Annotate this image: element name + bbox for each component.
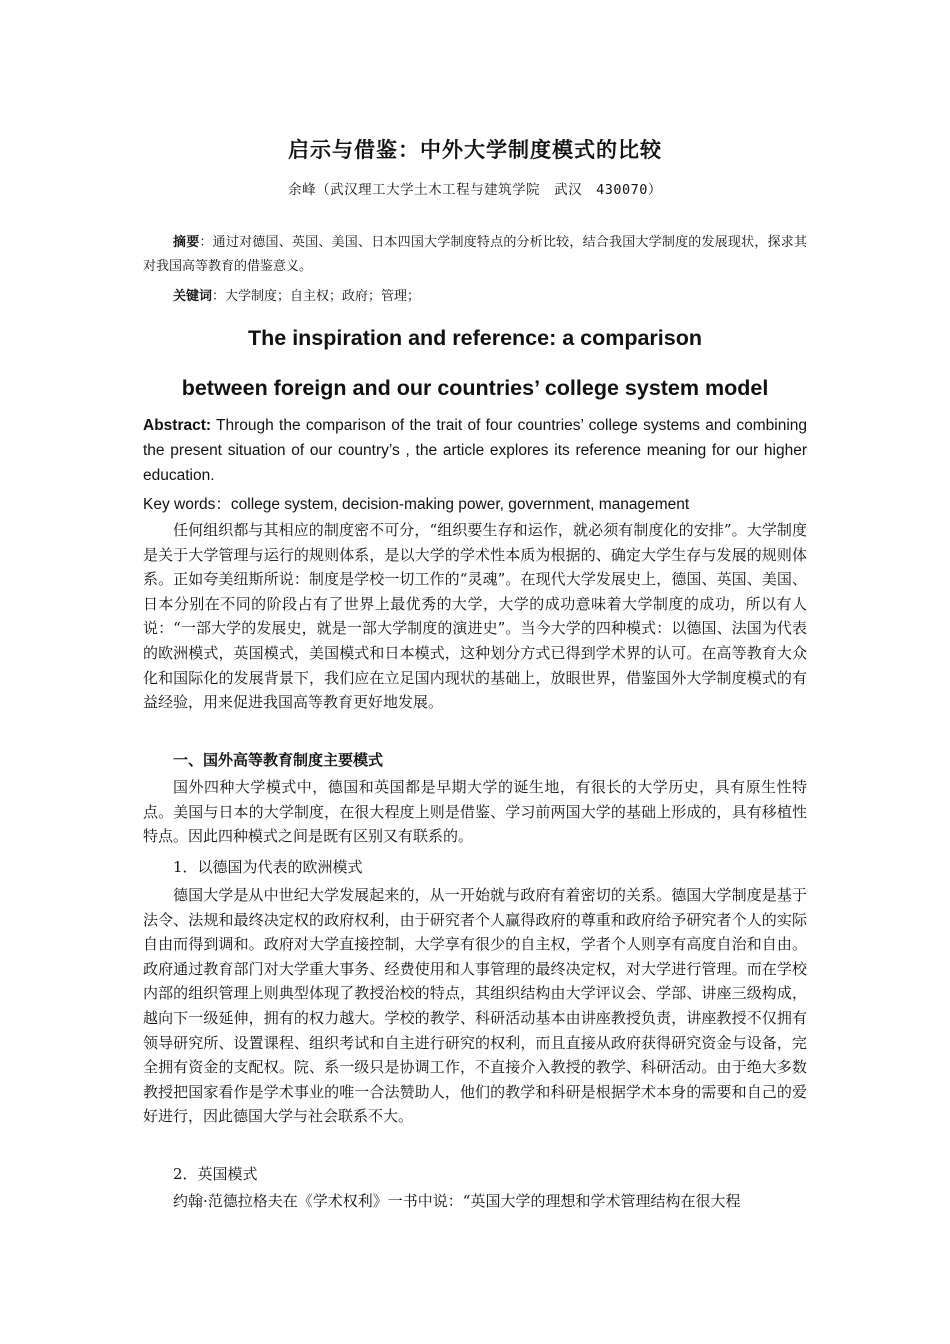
author-affiliation: 余峰（武汉理工大学土木工程与建筑学院 武汉 430070） [288, 182, 662, 198]
english-keywords-text: ：college system, decision-making power, government, management [215, 496, 690, 513]
chinese-keywords-text: ：大学制度；自主权；政府；管理； [212, 289, 421, 304]
chinese-title: 启示与借鉴：中外大学制度模式的比较 [288, 138, 662, 162]
english-abstract [143, 413, 807, 488]
body-paragraph-germany: 德国大学是从中世纪大学发展起来的，从一开始就与政府有着密切的关系。德国大学制度是基于法令、法规和最终决定权的政府权利，由于研究者个人赢得政府的尊重和政府给予研究者个人的实际自由而得到调和。政府对大学直接控制，大学享有很少的自主权，学者个人则享有高度自治和自由。政府通过教育部门对大学重大事务、经费使用和人事管理的最终决定权，对大学进行管理。而在学校内部的组织管理上则典型体现了教授治校的特点，其组织结构由大学评议会、学部、讲座三级构成，越向下一级延伸，拥有的权力越大。学校的教学、科研活动基本由讲座教授负责，讲座教授不仅拥有领导研究所、设置课程、组织考试和自主进行研究的权利，而且直接从政府获得研究资金与设备，完全拥有资金的支配权。院、系一级只是协调工作，不直接介入教授的教学、科研活动。由于绝大多数教授把国家看作是学术事业的唯一合法赞助人，他们的教学和科研是根据学术本身的需要和自己的爱好进行，因此德国大学与社会联系不大。 [143, 886, 807, 1126]
section-heading-1: 一、国外高等教育制度主要模式 [173, 751, 384, 769]
chinese-keywords [143, 285, 807, 309]
chinese-abstract-text: ：通过对德国、英国、美国、日本四国大学制度特点的分析比较，结合我国大学制度的发展现状，探求其对我国高等教育的借鉴意义。 [143, 235, 807, 274]
english-title-line-1: The inspiration and reference: a comparison [248, 326, 702, 350]
chinese-abstract [143, 231, 807, 279]
body-paragraph-intro: 任何组织都与其相应的制度密不可分，“组织要生存和运作，就必须有制度化的安排”。大学制度是关于大学管理与运行的规则体系，是以大学的学术性本质为根据的、确定大学生存与发展的规则体系。正如夸美纽斯所说：制度是学校一切工作的“灵魂”。在现代大学发展史上，德国、英国、美国、日本分别在不同的阶段占有了世界上最优秀的大学，大学的成功意味着大学制度的成功，所以有人说：“一部大学的发展史，就是一部大学制度的演进史”。当今大学的四种模式：以德国、法国为代表的欧洲模式，英国模式，美国模式和日本模式，这种划分方式已得到学术界的认可。在高等教育大众化和国际化的发展背景下，我们应在立足国内现状的基础上，放眼世界，借鉴国外大学制度模式的有益经验，用来促进我国高等教育更好地发展。 [143, 521, 807, 712]
english-abstract-text: Through the comparison of the trait of four countries’ college systems and combining the present situation of our country’s , the article explores its reference meaning for our higher education. [143, 417, 807, 484]
english-keywords-label: Key words [143, 496, 216, 513]
body-paragraph-britain: 约翰·范德拉格夫在《学术权利》一书中说：“英国大学的理想和学术管理结构在很大程 [173, 1192, 741, 1210]
chinese-abstract-label: 摘要 [173, 235, 200, 250]
english-keywords [143, 492, 807, 517]
english-abstract-label: Abstract: [143, 417, 212, 434]
subsection-heading-britain: 2．英国模式 [173, 1165, 258, 1183]
chinese-keywords-label: 关键词 [173, 289, 213, 304]
body-paragraph-models: 国外四种大学模式中，德国和英国都是早期大学的诞生地，有很长的大学历史，具有原生性特点。美国与日本的大学制度，在很大程度上则是借鉴、学习前两国大学的基础上形成的，具有移植性特点。因此四种模式之间是既有区别又有联系的。 [143, 778, 807, 846]
subsection-heading-germany: 1．以德国为代表的欧洲模式 [173, 858, 363, 876]
english-title-line-2: between foreign and our countries’ college system model [181, 376, 769, 400]
